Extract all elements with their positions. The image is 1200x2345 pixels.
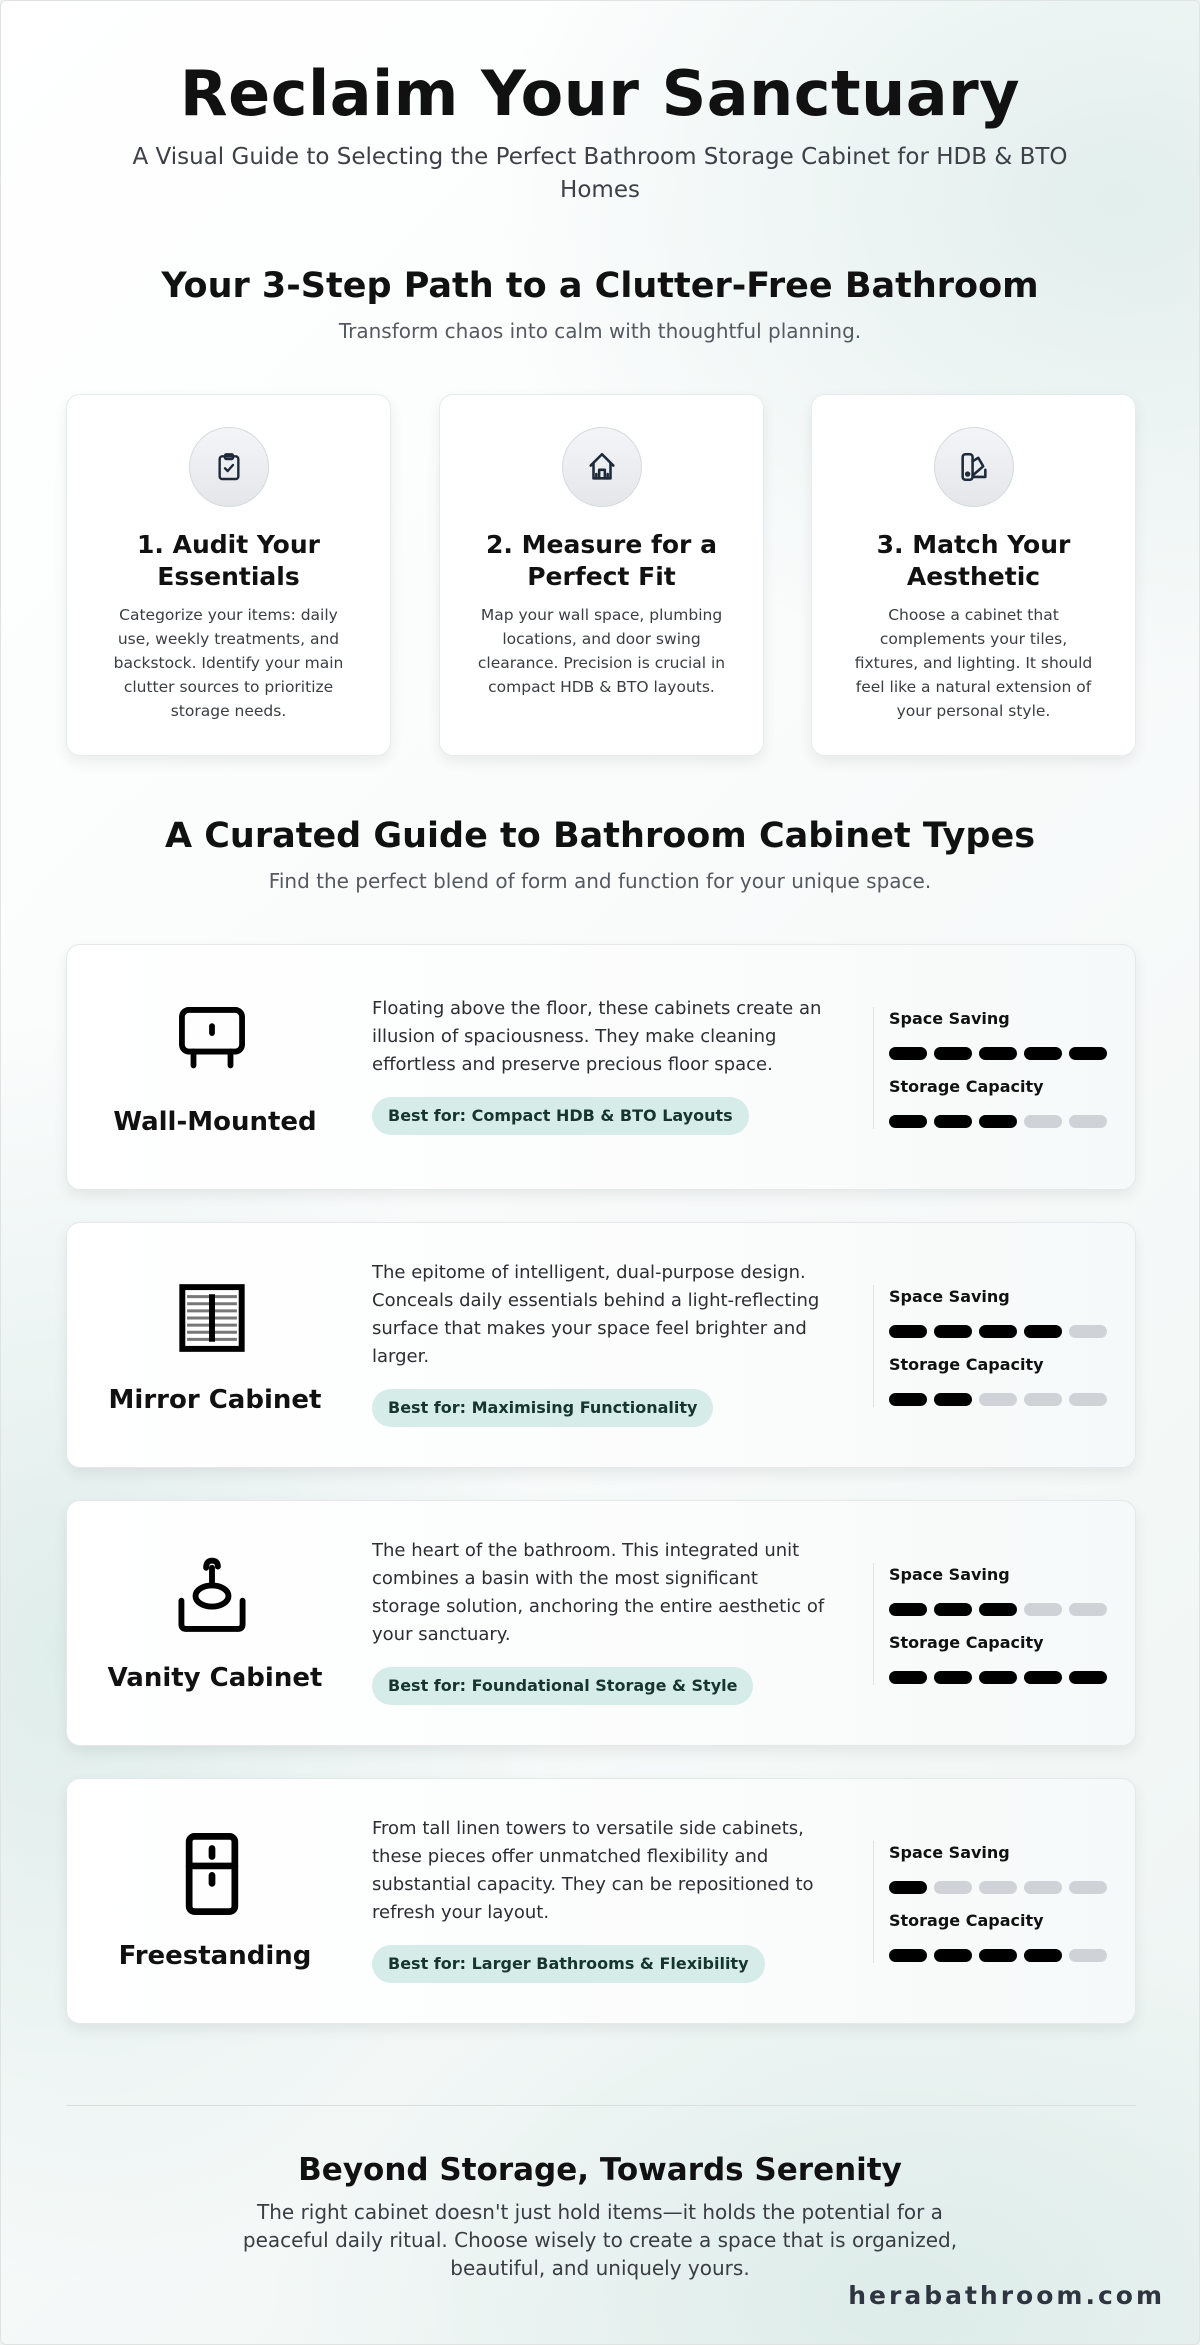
step-text: Choose a cabinet that complements your tiles, fixtures, and lighting. It should feel like a natural extension of your personal style. bbox=[854, 606, 1093, 720]
divider bbox=[873, 1563, 874, 1685]
best-for-badge: Best for: Larger Bathrooms & Flexibility bbox=[372, 1945, 765, 1983]
rating-segment-filled bbox=[934, 1393, 972, 1406]
cabinet-name: Freestanding bbox=[118, 1941, 312, 1971]
space-saving-meter bbox=[889, 1603, 1109, 1616]
best-for-badge: Best for: Maximising Functionality bbox=[372, 1389, 713, 1427]
rating-segment-filled bbox=[889, 1671, 927, 1684]
divider bbox=[873, 1841, 874, 1963]
cabinet-name: Wall-Mounted bbox=[113, 1107, 317, 1137]
space-saving-label: Space Saving bbox=[889, 1843, 1010, 1862]
brand-url: herabathroom.com bbox=[848, 2281, 1165, 2310]
space-saving-label: Space Saving bbox=[889, 1287, 1010, 1306]
space-saving-meter bbox=[889, 1881, 1109, 1894]
step-card-aesthetic bbox=[811, 394, 1136, 756]
cabinet-name: Mirror Cabinet bbox=[108, 1385, 322, 1415]
rating-segment-empty bbox=[1069, 1115, 1107, 1128]
storage-capacity-label: Storage Capacity bbox=[889, 1633, 1044, 1652]
rating-segment-filled bbox=[979, 1671, 1017, 1684]
rating-segment-filled bbox=[1024, 1325, 1062, 1338]
swatch-palette-icon bbox=[934, 427, 1014, 507]
cabinet-card-freestanding bbox=[66, 1778, 1136, 2024]
step-text: Categorize your items: daily use, weekly treatments, and backstock. Identify your main clutter sources to prioritize storage needs. bbox=[113, 606, 344, 720]
page-subtitle: A Visual Guide to Selecting the Perfect Bathroom Storage Cabinet for HDB & BTO Homes bbox=[132, 144, 1068, 203]
rating-segment-filled bbox=[889, 1115, 927, 1128]
cabinet-card-vanity bbox=[66, 1500, 1136, 1746]
storage-capacity-label: Storage Capacity bbox=[889, 1355, 1044, 1374]
vanity-basin-icon bbox=[172, 1556, 252, 1636]
rating-segment-filled bbox=[979, 1325, 1017, 1338]
cabinet-description: The epitome of intelligent, dual-purpose design. Conceals daily essentials behind a light-reflecting surface that makes your space feel brighter and larger. bbox=[372, 1262, 820, 1367]
divider bbox=[873, 1285, 874, 1407]
best-for-badge: Best for: Compact HDB & BTO Layouts bbox=[372, 1097, 749, 1135]
rating-segment-filled bbox=[979, 1047, 1017, 1060]
footer-text: The right cabinet doesn't just hold items—it holds the potential for a peaceful daily ritual. Choose wisely to create a space that is organized, beautiful, and uniquely yours. bbox=[242, 2200, 958, 2280]
rating-segment-empty bbox=[1024, 1393, 1062, 1406]
rating-segment-filled bbox=[934, 1047, 972, 1060]
rating-segment-empty bbox=[934, 1881, 972, 1894]
rating-segment-filled bbox=[889, 1949, 927, 1962]
rating-segment-empty bbox=[1024, 1603, 1062, 1616]
mirror-cabinet-icon bbox=[172, 1278, 252, 1358]
rating-segment-filled bbox=[1024, 1949, 1062, 1962]
space-saving-label: Space Saving bbox=[889, 1009, 1010, 1028]
rating-segment-filled bbox=[889, 1603, 927, 1616]
best-for-badge: Best for: Foundational Storage & Style bbox=[372, 1667, 753, 1705]
cabinet-name: Vanity Cabinet bbox=[107, 1663, 323, 1693]
rating-segment-empty bbox=[1069, 1325, 1107, 1338]
cabinet-description: The heart of the bathroom. This integrated unit combines a basin with the most significant storage solution, anchoring the entire aesthetic of your sanctuary. bbox=[372, 1540, 825, 1645]
tall-cabinet-icon bbox=[172, 1834, 252, 1914]
rating-segment-filled bbox=[1069, 1047, 1107, 1060]
cabinet-description: Floating above the floor, these cabinets create an illusion of spaciousness. They make cleaning effortless and preserve precious floor space. bbox=[372, 998, 822, 1075]
step-card-audit bbox=[66, 394, 391, 756]
footer-title: Beyond Storage, Towards Serenity bbox=[298, 2152, 902, 2188]
rating-segment-filled bbox=[889, 1881, 927, 1894]
space-saving-meter bbox=[889, 1047, 1109, 1060]
storage-capacity-meter bbox=[889, 1115, 1109, 1128]
rating-segment-filled bbox=[889, 1047, 927, 1060]
rating-segment-empty bbox=[1069, 1881, 1107, 1894]
storage-capacity-meter bbox=[889, 1393, 1109, 1406]
rating-segment-empty bbox=[1069, 1603, 1107, 1616]
rating-segment-empty bbox=[1069, 1393, 1107, 1406]
footer-divider bbox=[66, 2105, 1136, 2106]
rating-segment-filled bbox=[1024, 1671, 1062, 1684]
cabinet-card-mirror bbox=[66, 1222, 1136, 1468]
rating-segment-filled bbox=[934, 1325, 972, 1338]
rating-segment-filled bbox=[934, 1115, 972, 1128]
page-title: Reclaim Your Sanctuary bbox=[179, 57, 1021, 130]
cabinets-section-subtitle: Find the perfect blend of form and function for your unique space. bbox=[268, 869, 932, 893]
rating-segment-filled bbox=[889, 1393, 927, 1406]
divider bbox=[873, 1007, 874, 1129]
rating-segment-filled bbox=[1024, 1047, 1062, 1060]
rating-segment-filled bbox=[934, 1949, 972, 1962]
cabinet-description: From tall linen towers to versatile side cabinets, these pieces offer unmatched flexibility and substantial capacity. They can be repositioned to refresh your layout. bbox=[372, 1818, 814, 1923]
house-ruler-icon bbox=[562, 427, 642, 507]
step-text: Map your wall space, plumbing locations, and door swing clearance. Precision is crucial in compact HDB & BTO layouts. bbox=[477, 606, 726, 696]
step-title: 2. Measure for a Perfect Fit bbox=[486, 530, 717, 591]
step-title: 3. Match Your Aesthetic bbox=[876, 530, 1071, 591]
rating-segment-empty bbox=[1024, 1881, 1062, 1894]
steps-section-title: Your 3-Step Path to a Clutter-Free Bathroom bbox=[161, 266, 1039, 306]
cabinets-section-title: A Curated Guide to Bathroom Cabinet Types bbox=[164, 816, 1036, 856]
rating-segment-empty bbox=[979, 1393, 1017, 1406]
rating-segment-filled bbox=[934, 1603, 972, 1616]
step-title: 1. Audit Your Essentials bbox=[137, 530, 320, 591]
storage-capacity-meter bbox=[889, 1671, 1109, 1684]
rating-segment-filled bbox=[979, 1949, 1017, 1962]
storage-capacity-label: Storage Capacity bbox=[889, 1077, 1044, 1096]
rating-segment-filled bbox=[889, 1325, 927, 1338]
wall-mounted-cabinet-icon bbox=[172, 1000, 252, 1080]
rating-segment-filled bbox=[934, 1671, 972, 1684]
storage-capacity-label: Storage Capacity bbox=[889, 1911, 1044, 1930]
cabinet-card-wall-mounted bbox=[66, 944, 1136, 1190]
rating-segment-empty bbox=[979, 1881, 1017, 1894]
space-saving-label: Space Saving bbox=[889, 1565, 1010, 1584]
rating-segment-filled bbox=[979, 1115, 1017, 1128]
clipboard-check-icon bbox=[189, 427, 269, 507]
rating-segment-filled bbox=[1069, 1671, 1107, 1684]
rating-segment-filled bbox=[979, 1603, 1017, 1616]
rating-segment-empty bbox=[1069, 1949, 1107, 1962]
storage-capacity-meter bbox=[889, 1949, 1109, 1962]
rating-segment-empty bbox=[1024, 1115, 1062, 1128]
step-card-measure bbox=[439, 394, 764, 756]
steps-section-subtitle: Transform chaos into calm with thoughtful planning. bbox=[338, 319, 862, 343]
space-saving-meter bbox=[889, 1325, 1109, 1338]
